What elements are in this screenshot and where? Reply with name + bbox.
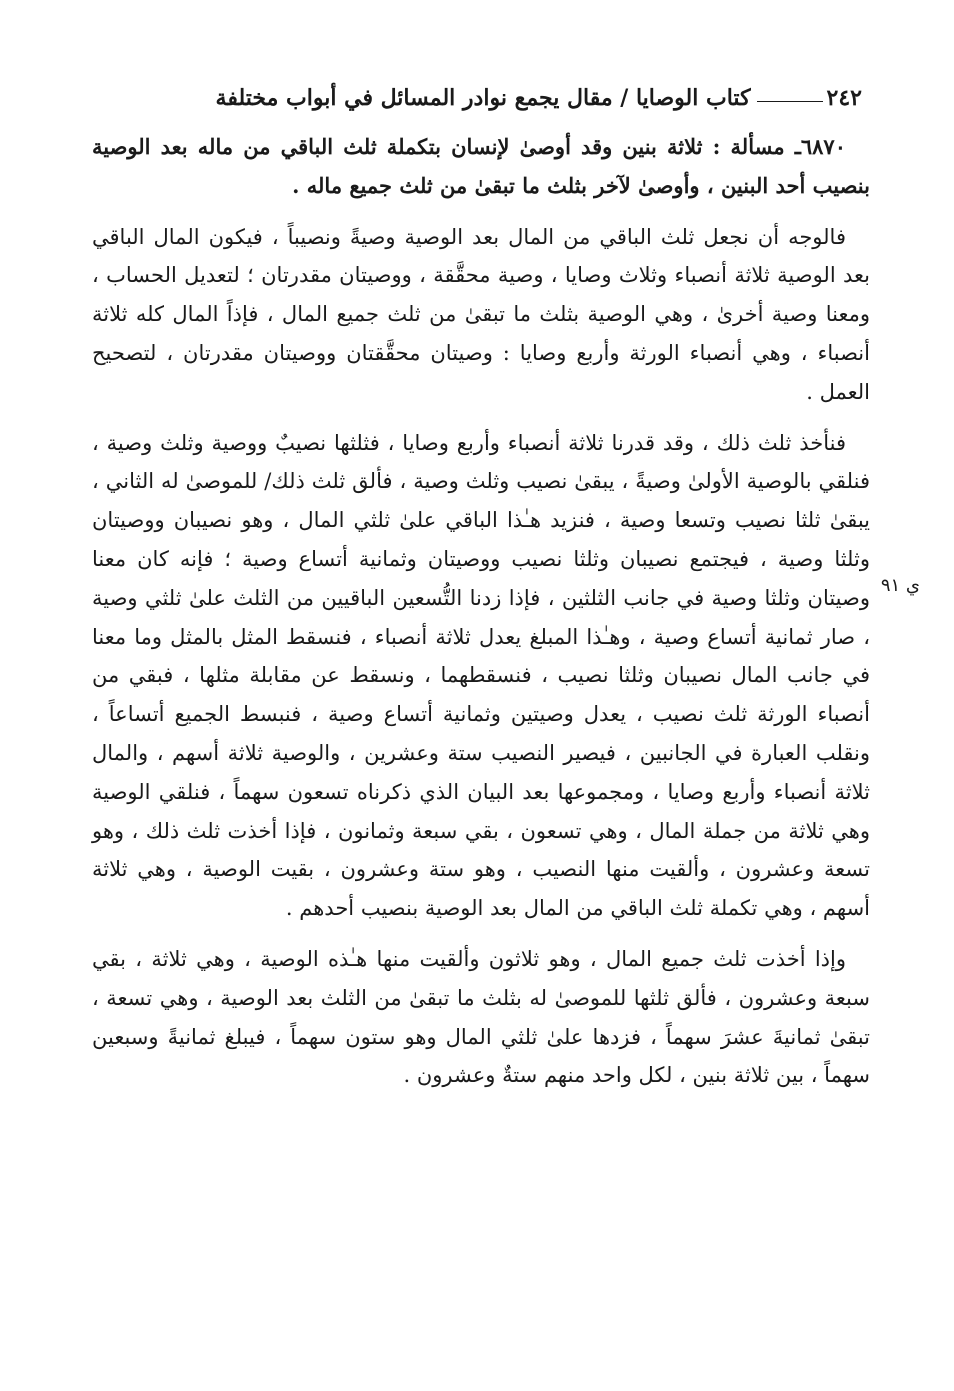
issue-statement-paragraph: ٦٨٧٠ـ مسألة : ثلاثة بنين وقد أوصىٰ لإنسان بتكملة ثلث الباقي من ماله بعد الوصية بنصيب أحد البنين ، وأوصىٰ لآخر بثلث ما تبقىٰ من ثلث جميع ماله . bbox=[92, 134, 870, 198]
body-text bbox=[92, 128, 870, 1095]
paragraph-gap bbox=[92, 206, 870, 218]
running-header bbox=[92, 78, 862, 118]
margin-page-reference: ي ٩١ bbox=[880, 575, 920, 596]
header-rule bbox=[757, 101, 823, 102]
paragraph-gap bbox=[92, 928, 870, 940]
conclusion-paragraph: وإذا أخذت ثلث جميع المال ، وهو ثلاثون وألقيت منها هـٰذه الوصية ، وهي ثلاثة ، بقي سبعة وعشرون ، فألق ثلثها للموصىٰ له بثلث ما تبقىٰ من الثلث بعد الوصية ، وهي تسعة ، تبقىٰ ثمانيةَ عشرَ سهماً ، فزدها علىٰ ثلثي المال وهو ستون سهماً ، فيبلغ ثمانيةً وسبعين سهماً ، بين ثلاثة بنين ، لكل واحد منهم ستةٌ وعشرون . bbox=[92, 946, 870, 1088]
method-paragraph: فالوجه أن نجعل ثلث الباقي من المال بعد الوصية وصيةً ونصيباً ، فيكون المال الباقي بعد الوصية ثلاثة أنصباء وثلاث وصايا ، وصية محقَّقة ، ووصيتان مقدرتان ؛ لتعديل الحساب ، ومعنا وصية أخرىٰ ، وهي الوصية بثلث ما تبقىٰ من ثلث جميع المال ، فإذاً المال كله ثلاثة أنصباء ، وهي أنصباء الورثة وأربع وصايا : وصيتان محقَّقتان ووصيتان مقدرتان ، لتصحيح العمل . bbox=[92, 224, 870, 404]
page-number: ٢٤٢ bbox=[826, 85, 862, 111]
header-title: كتاب الوصايا / مقال يجمع نوادر المسائل في أبواب مختلفة bbox=[215, 85, 751, 111]
paragraph-gap bbox=[92, 412, 870, 424]
calculation-paragraph: فنأخذ ثلث ذلك ، وقد قدرنا ثلاثة أنصباء وأربع وصايا ، فثلثها نصيبٌ ووصية وثلث وصية ، فنلقي بالوصية الأولىٰ وصيةً ، يبقىٰ نصيب وثلث وصية ، فألق ثلث ذلك/ للموصىٰ له الثاني ، يبقىٰ ثلثا نصيب وتسعا وصية ، فنزيد هـٰذا الباقي علىٰ ثلثي المال ، وهو نصيبان ووصيتان وثلثا وصية ، فيجتمع نصيبان وثلثا نصيب ووصيتان وثمانية أتساع وصية ؛ فإنه كان معنا وصيتان وثلثا وصية في جانب الثلثين ، فإذا زدنا التُّسعين الباقيين من الثلث علىٰ ثلثي وصية ، صار ثمانية أتساع وصية ، وهـٰذا المبلغ يعدل ثلاثة أنصباء ، فنسقط المثل بالمثل وما معنا في جانب المال نصيبان وثلثا نصيب ، فنسقطهما ، ونسقط عن مقابلة مثلها ، فبقي من أنصباء الورثة ثلث نصيب ، يعدل وصيتين وثمانية أتساع وصية ، فنبسط الجميع أتساعاً ، ونقلب العبارة في الجانبين ، فيصير النصيب ستة وعشرين ، والوصية ثلاثة أسهم ، والمال ثلاثة أنصباء وأربع وصايا ، ومجموعها بعد البيان الذي ذكرناه تسعون سهماً ، فنلقي الوصية وهي ثلاثة من جملة المال ، وهي تسعون ، بقي سبعة وثمانون ، فإذا أخذت ثلث ذلك ، وهو تسعة وعشرون ، وألقيت منها النصيب ، وهو ستة وعشرون ، بقيت الوصية ، وهي ثلاثة أسهم ، وهي تكملة ثلث الباقي من المال بعد الوصية بنصيب أحدهم . bbox=[92, 430, 870, 921]
